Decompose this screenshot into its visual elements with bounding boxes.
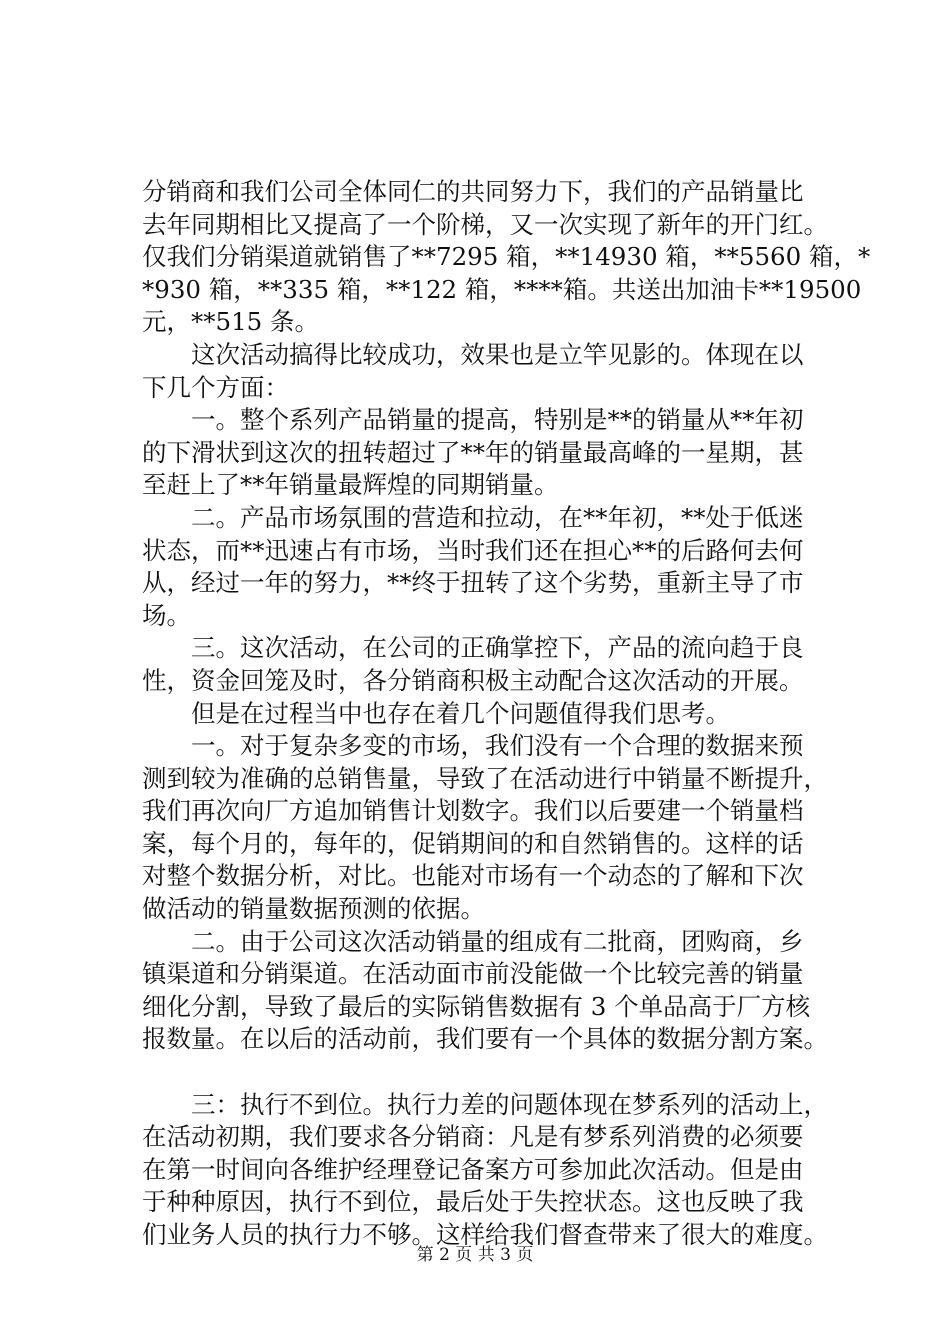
text-line: 镇渠道和分销渠道。在活动面市前没能做一个比较完善的销量 [142,959,804,989]
text-line: 去年同期相比又提高了一个阶梯，又一次实现了新年的开门红。 [142,209,828,239]
document-body [142,176,871,1252]
text-line: 对整个数据分析，对比。也能对市场有一个动态的了解和下次 [142,861,804,891]
text-line: 做活动的销量数据预测的依据。 [142,894,485,924]
text-line: 一。对于复杂多变的市场，我们没有一个合理的数据来预 [142,731,804,761]
text-line: 报数量。在以后的活动前，我们要有一个具体的数据分割方案。 [142,1024,828,1054]
text-line: 元，**515 条。 [142,307,320,337]
text-line: 在活动初期，我们要求各分销商：凡是有梦系列消费的必须要 [142,1122,804,1152]
text-line [142,1056,846,1089]
page-number-footer: 第 2 页 共 3 页 [416,1245,534,1265]
text-line: 从，经过一年的努力，**终于扭转了这个劣势，重新主导了市 [142,568,804,598]
text-line: *930 箱，**335 箱，**122 箱，****箱。共送出加油卡**19500 [142,274,862,304]
text-line: 这次活动搞得比较成功，效果也是立竿见影的。体现在以 [142,339,804,369]
text-line: 一。整个系列产品销量的提高，特别是**的销量从**年初 [142,405,804,435]
text-line: 细化分割，导致了最后的实际销售数据有 3 个单品高于厂方核 [142,991,811,1021]
text-line: 们业务人员的执行力不够。这样给我们督查带来了很大的难度。 [142,1220,828,1249]
text-line: 三。这次活动，在公司的正确掌控下，产品的流向趋于良 [142,633,804,663]
text-line: 但是在过程当中也存在着几个问题值得我们思考。 [142,698,730,728]
text-line: 场。 [142,600,191,630]
text-line: 分销商和我们公司全体同仁的共同努力下，我们的产品销量比 [142,177,804,206]
text-line: 二。产品市场氛围的营造和拉动，在**年初，**处于低迷 [142,502,804,532]
text-line: 性，资金回笼及时，各分销商积极主动配合这次活动的开展。 [142,665,804,695]
text-line: 的下滑状到这次的扭转超过了**年的销量最高峰的一星期，甚 [142,437,804,467]
text-line: 测到较为准确的总销售量，导致了在活动进行中销量不断提升， [142,763,828,793]
text-line: 下几个方面： [142,372,289,402]
text-line: 我们再次向厂方追加销售计划数字。我们以后要建一个销量档 [142,796,804,826]
text-line: 于种种原因，执行不到位，最后处于失控状态。这也反映了我 [142,1187,804,1217]
text-line: 仅我们分销渠道就销售了**7295 箱，**14930 箱，**5560 箱，* [142,242,871,272]
text-line: 三：执行不到位。执行力差的问题体现在梦系列的活动上， [142,1089,828,1119]
text-line: 在第一时间向各维护经理登记备案方可参加此次活动。但是由 [142,1154,804,1184]
text-line: 二。由于公司这次活动销量的组成有二批商，团购商，乡 [142,926,804,956]
text-line: 至赶上了**年销量最辉煌的同期销量。 [142,470,559,500]
text-line: 案，每个月的，每年的，促销期间的和自然销售的。这样的话 [142,828,804,858]
text-line: 状态，而**迅速占有市场，当时我们还在担心**的后路何去何 [142,535,804,565]
